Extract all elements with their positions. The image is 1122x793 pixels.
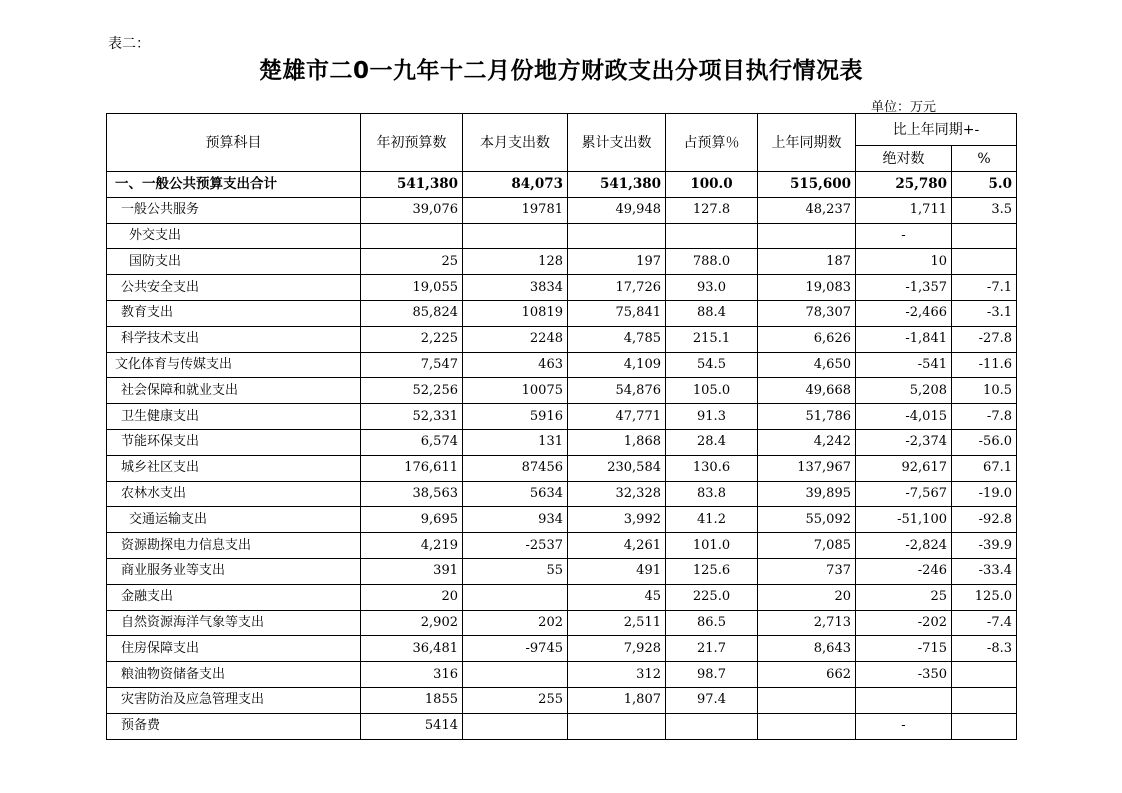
table-row: [107, 713, 1017, 739]
cell-absolute-change: -7,567: [856, 481, 952, 507]
table-row: [107, 326, 1017, 352]
cell-cumulative-expenditure: 2,511: [568, 610, 666, 636]
cell-absolute-change: -541: [856, 352, 952, 378]
cell-last-year-same-period: 8,643: [758, 636, 856, 662]
cell-month-expenditure: [463, 223, 568, 249]
cell-initial-budget: 38,563: [361, 481, 463, 507]
cell-cumulative-expenditure: 491: [568, 558, 666, 584]
cell-item-name: 教育支出: [107, 300, 361, 326]
cell-month-expenditure: 2248: [463, 326, 568, 352]
cell-last-year-same-period: 48,237: [758, 197, 856, 223]
cell-budget-percent: 83.8: [666, 481, 758, 507]
cell-initial-budget: 1855: [361, 687, 463, 713]
cell-initial-budget: 2,225: [361, 326, 463, 352]
cell-absolute-change: 5,208: [856, 378, 952, 404]
cell-initial-budget: 2,902: [361, 610, 463, 636]
document-title: 楚雄市二0一九年十二月份地方财政支出分项目执行情况表: [258, 58, 863, 84]
cell-last-year-same-period: 78,307: [758, 300, 856, 326]
expenditure-table: [106, 113, 1017, 740]
header-cumulative-expenditure: 累计支出数: [568, 114, 666, 172]
cell-cumulative-expenditure: 7,928: [568, 636, 666, 662]
cell-last-year-same-period: [758, 223, 856, 249]
table-row: [107, 404, 1017, 430]
cell-item-name: 交通运输支出: [107, 507, 361, 533]
header-item: 预算科目: [107, 114, 361, 172]
table-row: [107, 275, 1017, 301]
cell-last-year-same-period: [758, 687, 856, 713]
table-row: [107, 507, 1017, 533]
cell-percent-change: [952, 713, 1017, 739]
cell-absolute-change: -: [856, 223, 952, 249]
table-row: [107, 687, 1017, 713]
cell-budget-percent: 88.4: [666, 300, 758, 326]
cell-month-expenditure: 10819: [463, 300, 568, 326]
cell-absolute-change: -715: [856, 636, 952, 662]
cell-initial-budget: 52,256: [361, 378, 463, 404]
cell-item-name: 科学技术支出: [107, 326, 361, 352]
cell-initial-budget: 7,547: [361, 352, 463, 378]
cell-budget-percent: 41.2: [666, 507, 758, 533]
cell-month-expenditure: 131: [463, 429, 568, 455]
cell-month-expenditure: [463, 713, 568, 739]
cell-item-name: 公共安全支出: [107, 275, 361, 301]
cell-item-name: 文化体育与传媒支出: [107, 352, 361, 378]
cell-month-expenditure: -2537: [463, 533, 568, 559]
cell-item-name: 商业服务业等支出: [107, 558, 361, 584]
cell-cumulative-expenditure: 54,876: [568, 378, 666, 404]
table-row: [107, 429, 1017, 455]
cell-percent-change: -39.9: [952, 533, 1017, 559]
cell-percent-change: -7.4: [952, 610, 1017, 636]
table-row: [107, 558, 1017, 584]
cell-absolute-change: -2,466: [856, 300, 952, 326]
cell-item-name: 自然资源海洋气象等支出: [107, 610, 361, 636]
cell-budget-percent: 86.5: [666, 610, 758, 636]
cell-percent-change: 67.1: [952, 455, 1017, 481]
cell-last-year-same-period: 51,786: [758, 404, 856, 430]
table-row: [107, 533, 1017, 559]
table-row: [107, 636, 1017, 662]
cell-month-expenditure: 202: [463, 610, 568, 636]
cell-last-year-same-period: 662: [758, 662, 856, 688]
cell-last-year-same-period: 6,626: [758, 326, 856, 352]
cell-item-name: 卫生健康支出: [107, 404, 361, 430]
cell-percent-change: [952, 223, 1017, 249]
header-month-expenditure: 本月支出数: [463, 114, 568, 172]
cell-budget-percent: 125.6: [666, 558, 758, 584]
cell-item-name: 国防支出: [107, 249, 361, 275]
unit-label: 单位：万元: [871, 100, 937, 115]
cell-item-name: 外交支出: [107, 223, 361, 249]
cell-last-year-same-period: 137,967: [758, 455, 856, 481]
cell-absolute-change: -2,824: [856, 533, 952, 559]
cell-absolute-change: 10: [856, 249, 952, 275]
cell-percent-change: -56.0: [952, 429, 1017, 455]
cell-last-year-same-period: 4,242: [758, 429, 856, 455]
cell-initial-budget: 39,076: [361, 197, 463, 223]
cell-initial-budget: 85,824: [361, 300, 463, 326]
table-row: [107, 455, 1017, 481]
cell-percent-change: -33.4: [952, 558, 1017, 584]
cell-absolute-change: 25: [856, 584, 952, 610]
cell-absolute-change: [856, 687, 952, 713]
cell-initial-budget: 52,331: [361, 404, 463, 430]
cell-percent-change: [952, 662, 1017, 688]
cell-month-expenditure: [463, 662, 568, 688]
cell-last-year-same-period: [758, 713, 856, 739]
cell-absolute-change: -4,015: [856, 404, 952, 430]
table-row: [107, 481, 1017, 507]
cell-last-year-same-period: 39,895: [758, 481, 856, 507]
table-row: [107, 378, 1017, 404]
cell-month-expenditure: 3834: [463, 275, 568, 301]
cell-budget-percent: 97.4: [666, 687, 758, 713]
cell-budget-percent: 101.0: [666, 533, 758, 559]
cell-absolute-change: 1,711: [856, 197, 952, 223]
cell-cumulative-expenditure: 3,992: [568, 507, 666, 533]
cell-cumulative-expenditure: 197: [568, 249, 666, 275]
cell-cumulative-expenditure: 1,807: [568, 687, 666, 713]
cell-percent-change: 10.5: [952, 378, 1017, 404]
cell-absolute-change: -246: [856, 558, 952, 584]
cell-percent-change: [952, 687, 1017, 713]
cell-percent-change: [952, 249, 1017, 275]
cell-month-expenditure: 463: [463, 352, 568, 378]
cell-percent-change: 125.0: [952, 584, 1017, 610]
cell-cumulative-expenditure: 49,948: [568, 197, 666, 223]
table-row: [107, 223, 1017, 249]
cell-budget-percent: 21.7: [666, 636, 758, 662]
cell-initial-budget: 176,611: [361, 455, 463, 481]
cell-month-expenditure: -9745: [463, 636, 568, 662]
cell-last-year-same-period: 19,083: [758, 275, 856, 301]
cell-month-expenditure: 5634: [463, 481, 568, 507]
cell-absolute-change: -51,100: [856, 507, 952, 533]
cell-absolute-change: -1,357: [856, 275, 952, 301]
cell-percent-change: -7.1: [952, 275, 1017, 301]
cell-cumulative-expenditure: [568, 713, 666, 739]
cell-budget-percent: 54.5: [666, 352, 758, 378]
cell-last-year-same-period: 2,713: [758, 610, 856, 636]
cell-item-name: 金融支出: [107, 584, 361, 610]
cell-budget-percent: 91.3: [666, 404, 758, 430]
cell-cumulative-expenditure: 32,328: [568, 481, 666, 507]
table-row: [107, 249, 1017, 275]
cell-cumulative-expenditure: 4,785: [568, 326, 666, 352]
cell-month-expenditure: 84,073: [463, 172, 568, 198]
table-row: [107, 352, 1017, 378]
cell-item-name: 一、一般公共预算支出合计: [107, 172, 361, 198]
cell-percent-change: -8.3: [952, 636, 1017, 662]
cell-last-year-same-period: 55,092: [758, 507, 856, 533]
cell-budget-percent: 215.1: [666, 326, 758, 352]
cell-cumulative-expenditure: 17,726: [568, 275, 666, 301]
cell-item-name: 住房保障支出: [107, 636, 361, 662]
table-body: [107, 172, 1017, 740]
cell-month-expenditure: 934: [463, 507, 568, 533]
cell-month-expenditure: 87456: [463, 455, 568, 481]
cell-last-year-same-period: 737: [758, 558, 856, 584]
cell-absolute-change: -350: [856, 662, 952, 688]
cell-item-name: 节能环保支出: [107, 429, 361, 455]
cell-cumulative-expenditure: 312: [568, 662, 666, 688]
cell-initial-budget: 4,219: [361, 533, 463, 559]
header-compare-group: 比上年同期+-: [856, 114, 1017, 146]
cell-cumulative-expenditure: 4,109: [568, 352, 666, 378]
cell-initial-budget: 9,695: [361, 507, 463, 533]
cell-budget-percent: [666, 713, 758, 739]
cell-cumulative-expenditure: 47,771: [568, 404, 666, 430]
header-budget-percent: 占预算％: [666, 114, 758, 172]
cell-absolute-change: -202: [856, 610, 952, 636]
cell-initial-budget: 36,481: [361, 636, 463, 662]
cell-initial-budget: 25: [361, 249, 463, 275]
table-row: [107, 300, 1017, 326]
cell-percent-change: -27.8: [952, 326, 1017, 352]
cell-item-name: 城乡社区支出: [107, 455, 361, 481]
cell-absolute-change: -1,841: [856, 326, 952, 352]
cell-month-expenditure: 255: [463, 687, 568, 713]
cell-initial-budget: 391: [361, 558, 463, 584]
cell-percent-change: -19.0: [952, 481, 1017, 507]
cell-item-name: 资源勘探电力信息支出: [107, 533, 361, 559]
table-row: [107, 584, 1017, 610]
table-number-label: 表二：: [108, 36, 150, 52]
cell-last-year-same-period: 7,085: [758, 533, 856, 559]
cell-percent-change: 5.0: [952, 172, 1017, 198]
cell-cumulative-expenditure: [568, 223, 666, 249]
cell-initial-budget: 541,380: [361, 172, 463, 198]
cell-item-name: 预备费: [107, 713, 361, 739]
header-percent: %: [952, 146, 1017, 172]
cell-absolute-change: 92,617: [856, 455, 952, 481]
cell-budget-percent: 105.0: [666, 378, 758, 404]
cell-budget-percent: 93.0: [666, 275, 758, 301]
cell-absolute-change: -2,374: [856, 429, 952, 455]
cell-month-expenditure: [463, 584, 568, 610]
cell-cumulative-expenditure: 45: [568, 584, 666, 610]
cell-percent-change: -7.8: [952, 404, 1017, 430]
cell-percent-change: 3.5: [952, 197, 1017, 223]
cell-last-year-same-period: 20: [758, 584, 856, 610]
cell-budget-percent: 225.0: [666, 584, 758, 610]
cell-item-name: 一般公共服务: [107, 197, 361, 223]
header-initial-budget: 年初预算数: [361, 114, 463, 172]
cell-cumulative-expenditure: 75,841: [568, 300, 666, 326]
cell-budget-percent: 100.0: [666, 172, 758, 198]
cell-budget-percent: 127.8: [666, 197, 758, 223]
cell-budget-percent: 130.6: [666, 455, 758, 481]
cell-budget-percent: [666, 223, 758, 249]
cell-percent-change: -3.1: [952, 300, 1017, 326]
cell-initial-budget: 20: [361, 584, 463, 610]
cell-cumulative-expenditure: 4,261: [568, 533, 666, 559]
cell-cumulative-expenditure: 230,584: [568, 455, 666, 481]
cell-last-year-same-period: 49,668: [758, 378, 856, 404]
cell-initial-budget: 6,574: [361, 429, 463, 455]
cell-initial-budget: 19,055: [361, 275, 463, 301]
cell-budget-percent: 98.7: [666, 662, 758, 688]
cell-percent-change: -92.8: [952, 507, 1017, 533]
cell-item-name: 粮油物资储备支出: [107, 662, 361, 688]
cell-cumulative-expenditure: 541,380: [568, 172, 666, 198]
cell-absolute-change: 25,780: [856, 172, 952, 198]
cell-budget-percent: 788.0: [666, 249, 758, 275]
table-row: [107, 610, 1017, 636]
cell-initial-budget: 316: [361, 662, 463, 688]
cell-month-expenditure: 55: [463, 558, 568, 584]
cell-month-expenditure: 10075: [463, 378, 568, 404]
cell-last-year-same-period: 187: [758, 249, 856, 275]
cell-item-name: 灾害防治及应急管理支出: [107, 687, 361, 713]
table-header: [107, 114, 1017, 172]
cell-cumulative-expenditure: 1,868: [568, 429, 666, 455]
cell-item-name: 社会保障和就业支出: [107, 378, 361, 404]
cell-budget-percent: 28.4: [666, 429, 758, 455]
cell-initial-budget: [361, 223, 463, 249]
table-row: [107, 197, 1017, 223]
cell-month-expenditure: 19781: [463, 197, 568, 223]
table-row: [107, 662, 1017, 688]
cell-absolute-change: -: [856, 713, 952, 739]
table-row: [107, 172, 1017, 198]
header-absolute: 绝对数: [856, 146, 952, 172]
header-last-year-same-period: 上年同期数: [758, 114, 856, 172]
cell-initial-budget: 5414: [361, 713, 463, 739]
cell-percent-change: -11.6: [952, 352, 1017, 378]
cell-month-expenditure: 128: [463, 249, 568, 275]
cell-item-name: 农林水支出: [107, 481, 361, 507]
cell-last-year-same-period: 515,600: [758, 172, 856, 198]
cell-month-expenditure: 5916: [463, 404, 568, 430]
cell-last-year-same-period: 4,650: [758, 352, 856, 378]
